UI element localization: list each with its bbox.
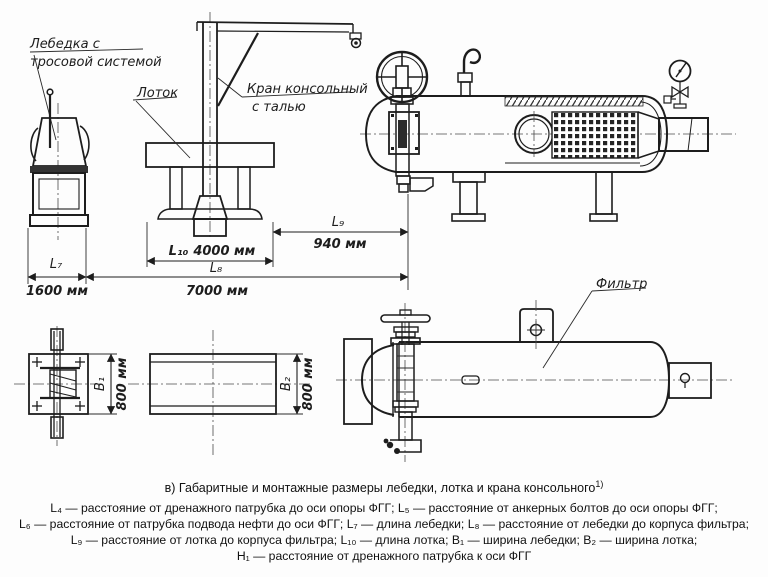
vessel-supports [452, 172, 617, 221]
dim-L7 [26, 257, 88, 299]
caption-text: в) Габаритные и монтажные размеры лебедки, лотка и крана консольного [164, 481, 596, 496]
drain-fitting [410, 178, 433, 191]
winch-plan-view [14, 326, 130, 446]
dim-B1-label: B₁ [93, 376, 108, 392]
handwheel-edge [381, 315, 430, 322]
legend-line: L₆ — расстояние от патрубка подвода нефти до оси ФГГ; L₇ — длина лебедки; L₈ — расстояние от лебедки до корпуса фильтра; [19, 517, 749, 531]
tray-label: Лоток [137, 86, 179, 101]
crane-and-tray-view [133, 12, 368, 240]
filter-drain-valve [381, 303, 430, 462]
caption-footnote-mark: 1) [595, 479, 604, 489]
filter-label-leader [543, 291, 592, 368]
crane-hook-icon [458, 50, 480, 96]
winch-front-view [29, 37, 162, 240]
winch-label-line2: тросовой системой [30, 55, 162, 70]
dim-L7-value: 1600 мм [26, 284, 88, 299]
dim-L10-label: L₁₀ [168, 244, 189, 259]
crane-trolley-hoist [350, 33, 361, 48]
pressure-gauge-icon [664, 61, 691, 109]
crane-label-leader [218, 78, 242, 97]
filter-label: Фильтр [596, 277, 648, 292]
dim-B2-value: 800 мм [301, 357, 316, 411]
dim-L10-text [169, 244, 256, 259]
dim-L7-label: L₇ [49, 257, 63, 272]
dim-L8-label: L₈ [209, 261, 223, 276]
vessel-side-view [360, 50, 736, 221]
winch-body [30, 118, 89, 226]
figure-caption [0, 479, 768, 495]
tray-label-leader [136, 101, 190, 158]
shell-hatch-band [505, 97, 643, 106]
crane-label-line1: Кран консольный [247, 82, 368, 97]
dim-L9 [273, 215, 408, 252]
winch-base-plate [30, 166, 88, 173]
outlet-cone-and-pipe [638, 112, 708, 158]
legend-line: L₄ — расстояние от дренажного патрубка до оси опоры ФГГ; L₅ — расстояние от анкерных болтов до оси опоры ФГГ; [50, 501, 718, 515]
figure-legend [0, 500, 768, 564]
filter-outlet-pipe [669, 363, 711, 398]
dim-B2-label: B₂ [279, 376, 294, 392]
dim-L10-value: 4000 мм [193, 244, 256, 259]
dim-L9-label: L₉ [331, 215, 345, 230]
dim-L10 [147, 244, 273, 261]
winch-label-line1: Лебедка с [30, 37, 100, 52]
filter-lifting-lug [520, 300, 553, 352]
legend-line: H₁ — расстояние от дренажного патрубка к оси ФГГ [236, 549, 532, 563]
tray-plan-view [128, 330, 316, 455]
dim-L8-value: 7000 мм [186, 284, 248, 299]
filter-back-plate [344, 339, 372, 424]
dim-B1 [88, 354, 130, 414]
perforated-basket [552, 112, 638, 158]
dim-B1-value: 800 мм [115, 357, 130, 411]
crane-label-line2: с талью [252, 100, 306, 115]
filter-plan-view [336, 277, 734, 462]
dim-L9-value: 940 мм [313, 237, 367, 252]
legend-line: L₉ — расстояние от лотка до корпуса фильтра; L₁₀ — длина лотка; B₁ — ширина лебедки; B₂ — ширина лотка; [70, 533, 698, 547]
dim-L8 [86, 261, 408, 299]
filter-shell [399, 342, 669, 417]
